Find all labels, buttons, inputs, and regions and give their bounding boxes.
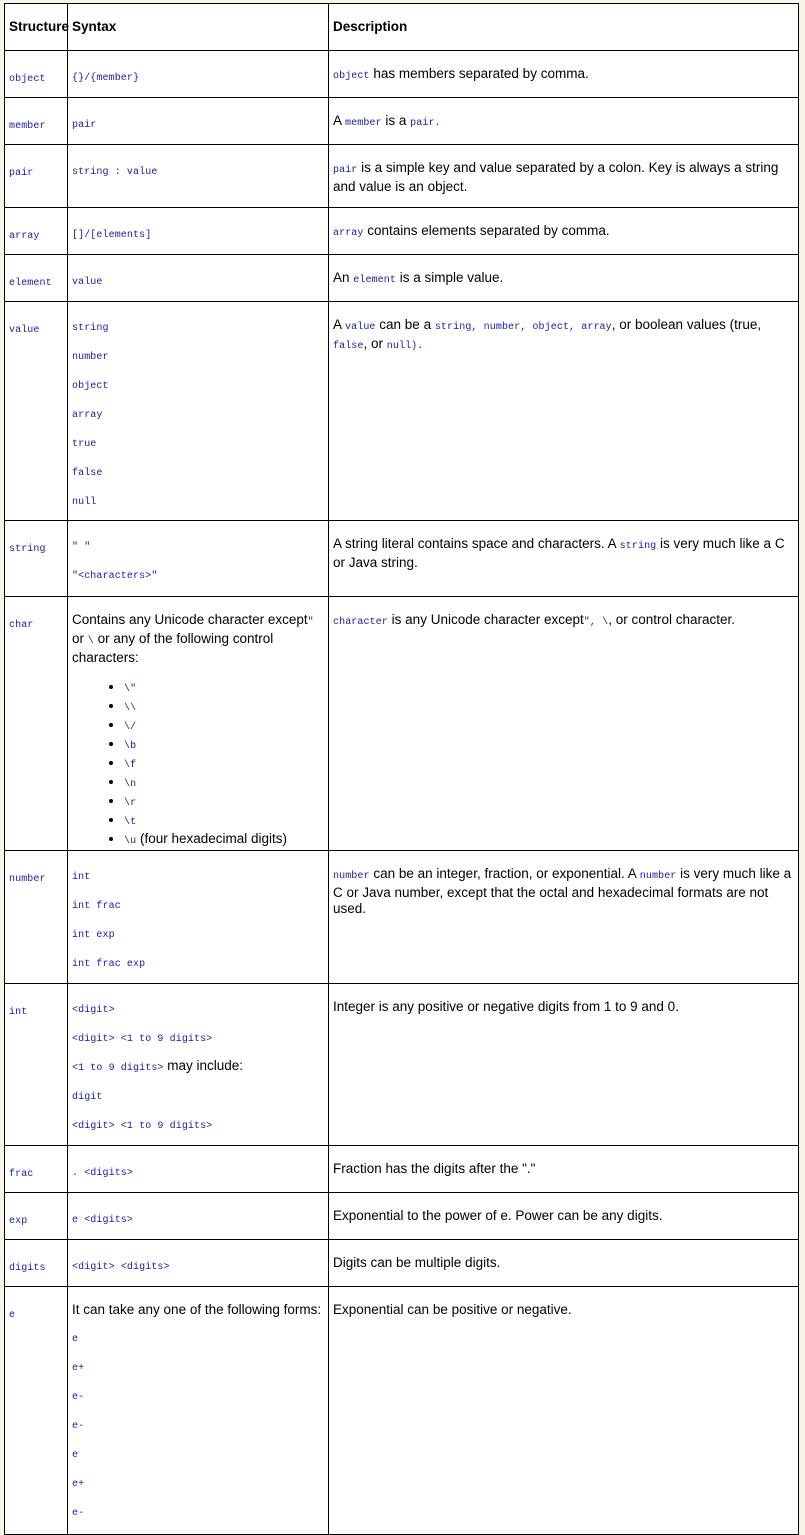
syntax-line: <1 to 9 digits>	[72, 1063, 164, 1074]
syntax-line: <digit>	[72, 1005, 115, 1016]
description: A string literal contains space and characters. A string is very much like a C or Java string.	[329, 521, 799, 597]
syntax-line: true	[72, 439, 97, 450]
syntax-line: number	[72, 352, 109, 363]
syntax-line: e	[72, 1334, 79, 1345]
structure-name: number	[9, 874, 46, 885]
list-item: • \t	[124, 812, 324, 831]
syntax-line: <digit> <1 to 9 digits>	[72, 1034, 213, 1045]
syntax-line: . <digits>	[72, 1168, 134, 1179]
syntax-line: int	[72, 872, 91, 883]
table-row-number	[5, 851, 799, 984]
syntax-line: <digit> <digits>	[72, 1262, 170, 1273]
syntax-line: e	[72, 1450, 79, 1461]
description: number can be an integer, fraction, or exponential. A number is very much like a C or Java number, except that the octal and hexadecimal formats are not used.	[329, 851, 799, 984]
syntax-line: pair	[72, 120, 97, 131]
header-syntax: Syntax	[68, 4, 329, 51]
syntax-line: <digit> <1 to 9 digits>	[72, 1121, 213, 1132]
description: A value can be a string, number, object, array, or boolean values (true, false, or null).	[329, 302, 799, 521]
table-row-exp	[5, 1193, 799, 1240]
structure-name: exp	[9, 1216, 28, 1227]
header-row	[5, 4, 799, 51]
syntax-line: string : value	[72, 167, 158, 178]
table-row-e	[5, 1287, 799, 1535]
description: Digits can be multiple digits.	[329, 1240, 799, 1287]
syntax-line: {}/{member}	[72, 73, 140, 84]
list-item: • \b	[124, 736, 324, 755]
header-description: Description	[329, 4, 799, 51]
structure-name: element	[9, 278, 52, 289]
structure-name: pair	[9, 168, 34, 179]
table-row-pair	[5, 145, 799, 208]
structure-name: char	[9, 620, 34, 631]
syntax-line: digit	[72, 1092, 103, 1103]
char-syntax-intro: Contains any Unicode character except" or \ or any of the following control characters:	[72, 612, 314, 665]
structure-name: array	[9, 231, 40, 242]
structure-name: member	[9, 121, 46, 132]
description: object has members separated by comma.	[329, 51, 799, 98]
description: array contains elements separated by comma.	[329, 208, 799, 255]
e-syntax-intro: It can take any one of the following forms:	[72, 1302, 322, 1317]
table-row-object	[5, 51, 799, 98]
list-item: • \f	[124, 755, 324, 774]
structure-name: string	[9, 544, 46, 555]
description: Exponential to the power of e. Power can be any digits.	[329, 1193, 799, 1240]
syntax-line: "<characters>"	[72, 571, 158, 582]
syntax-line: null	[72, 497, 97, 508]
structure-name: digits	[9, 1263, 46, 1274]
description: A member is a pair.	[329, 98, 799, 145]
description: character is any Unicode character except", \, or control character.	[329, 597, 799, 851]
list-item: • \"	[124, 679, 324, 698]
table-row-int: int <digit> <digit> <1 to 9 digits> <1 to 9 digits> may include: digit <digit> <1 to 9 digits> Integer is any positive or negative digits from 1 to 9 and 0.	[5, 984, 799, 1146]
syntax-line: value	[72, 277, 103, 288]
description: Exponential can be positive or negative.	[329, 1287, 799, 1535]
syntax-line: []/[elements]	[72, 230, 152, 241]
syntax-line: int exp	[72, 930, 115, 941]
syntax-line: e-	[72, 1421, 85, 1432]
description: Fraction has the digits after the "."	[329, 1146, 799, 1193]
table-row-digits	[5, 1240, 799, 1287]
json-grammar-table	[4, 3, 799, 1535]
table-row-member	[5, 98, 799, 145]
structure-name: value	[9, 325, 40, 336]
list-item: • \\	[124, 698, 324, 717]
syntax-line: int frac exp	[72, 959, 146, 970]
syntax-line: object	[72, 381, 109, 392]
syntax-line: " "	[72, 542, 91, 553]
structure-name: int	[9, 1007, 28, 1018]
syntax-line: e+	[72, 1363, 85, 1374]
table-row-char	[5, 597, 799, 851]
syntax-line: array	[72, 410, 103, 421]
table-row-array	[5, 208, 799, 255]
structure-name: frac	[9, 1169, 34, 1180]
control-characters-list	[72, 679, 324, 850]
list-item: • \n	[124, 774, 324, 793]
structure-name: object	[9, 74, 46, 85]
syntax-line: e-	[72, 1508, 85, 1519]
header-structure: Structure	[5, 4, 68, 51]
description: pair is a simple key and value separated by a colon. Key is always a string and value is an object.	[329, 145, 799, 208]
syntax-line: e+	[72, 1479, 85, 1490]
table-row-string	[5, 521, 799, 597]
structure-name: e	[9, 1310, 16, 1321]
syntax-line: e <digits>	[72, 1215, 134, 1226]
list-item: • \r	[124, 793, 324, 812]
syntax-line: int frac	[72, 901, 121, 912]
description: Integer is any positive or negative digits from 1 to 9 and 0.	[329, 984, 799, 1146]
table-row-value	[5, 302, 799, 521]
syntax-line: false	[72, 468, 103, 479]
list-item: • \u (four hexadecimal digits)	[124, 831, 324, 850]
syntax-line: e-	[72, 1392, 85, 1403]
table-row-element	[5, 255, 799, 302]
list-item: • \/	[124, 717, 324, 736]
table-row-frac	[5, 1146, 799, 1193]
description: An element is a simple value.	[329, 255, 799, 302]
syntax-line: string	[72, 323, 109, 334]
